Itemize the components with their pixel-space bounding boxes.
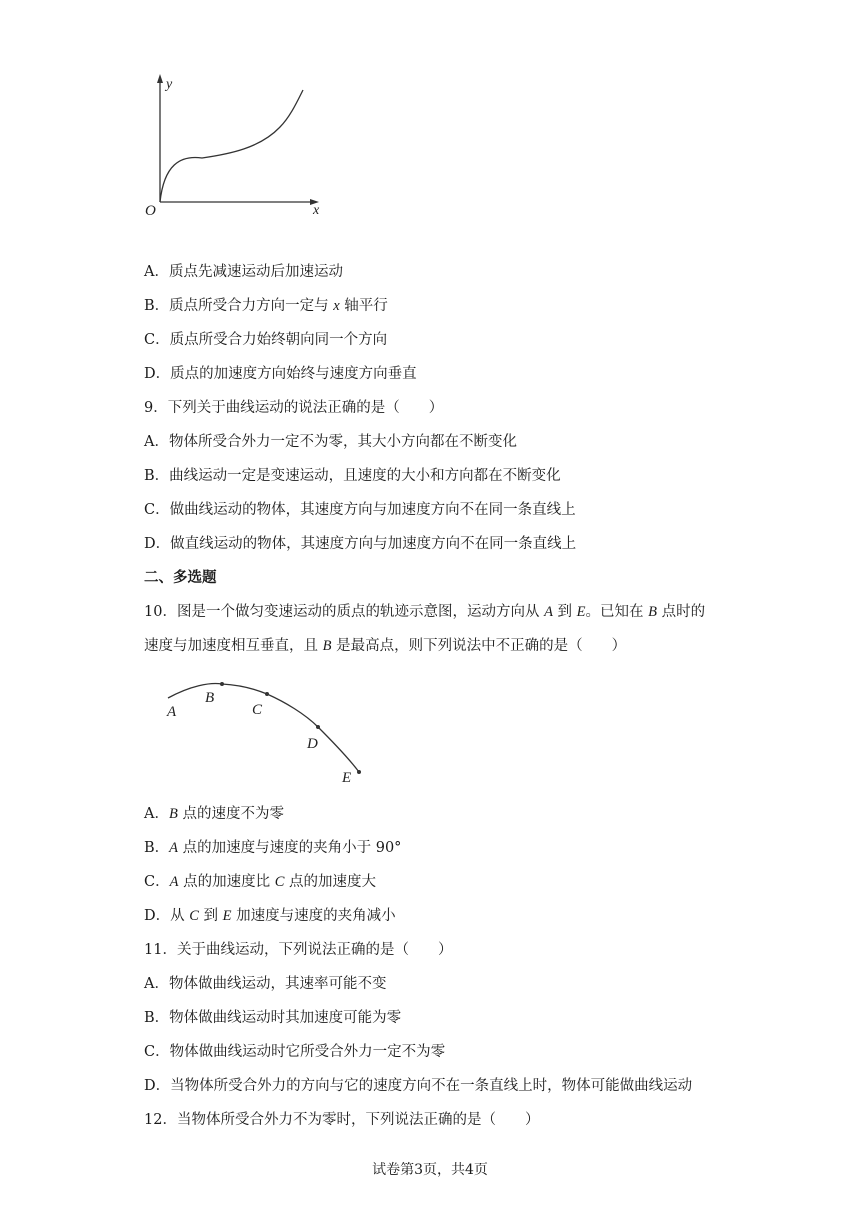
q10-stem-text: 是最高点，则下列说法中不正确的是（ ）	[331, 638, 627, 654]
q10-stem-var: B	[322, 638, 332, 654]
page-footer: 试卷第3页，共4页	[372, 1162, 488, 1178]
q8-option-b-text-end: 轴平行	[339, 298, 388, 314]
y-axis-arrow	[157, 74, 163, 83]
y-axis-label: y	[166, 77, 173, 92]
q9-option-a: A．物体所受合外力一定不为零，其大小方向都在不断变化	[144, 434, 517, 450]
q10-option-b	[144, 838, 401, 858]
q10-stem-text: 到	[552, 604, 577, 620]
point-e-label: E	[342, 770, 352, 786]
xy-curve-figure	[140, 70, 340, 220]
q10-stem-var: B	[648, 604, 657, 620]
q9-option-d: D．做直线运动的物体，其速度方向与加速度方向不在同一条直线上	[144, 536, 577, 552]
q10-stem-text: 点时的	[656, 604, 706, 620]
point-d-dot	[316, 725, 320, 729]
q10-stem-text: 。已知在	[585, 604, 649, 620]
q9-option-c: C．做曲线运动的物体，其速度方向与加速度方向不在同一条直线上	[144, 502, 576, 518]
point-b-dot	[220, 682, 224, 686]
q11-option-c: C．物体做曲线运动时它所受合外力一定不为零	[144, 1044, 446, 1060]
q8-option-a: A．质点先减速运动后加速运动	[144, 264, 343, 280]
q10-option-d	[144, 906, 396, 926]
q10-option-c-text: 点的加速度比	[178, 874, 275, 890]
trajectory-figure	[160, 672, 380, 792]
q10-option-b-var: A	[169, 840, 179, 856]
q10-option-a-text: A．	[144, 806, 169, 822]
q11-option-b: B．物体做曲线运动时其加速度可能为零	[144, 1010, 402, 1026]
q8-option-c: C．质点所受合力始终朝向同一个方向	[144, 332, 388, 348]
q10-option-d-text: 到	[198, 908, 223, 924]
q10-option-d-text-end: 加速度与速度的夹角减小	[231, 908, 396, 924]
q10-stem-line1	[144, 602, 705, 622]
q10-option-a-text-end: 点的速度不为零	[177, 806, 284, 822]
q10-option-d-text: D．从	[144, 908, 190, 924]
point-b-label: B	[205, 690, 215, 706]
q10-stem-line2	[144, 636, 626, 656]
x-axis-label: x	[313, 203, 320, 218]
q10-option-c	[144, 872, 376, 892]
q8-option-d: D．质点的加速度方向始终与速度方向垂直	[144, 366, 417, 382]
q10-option-c-var: C	[274, 874, 285, 890]
q11-stem: 11．关于曲线运动，下列说法正确的是（ ）	[144, 942, 453, 958]
q10-option-c-text-end: 点的加速度大	[284, 874, 376, 890]
q10-option-a-var: B	[168, 806, 178, 822]
q8-option-b	[144, 296, 388, 316]
q10-option-b-text: B．	[144, 840, 170, 856]
q11-option-d: D．当物体所受合外力的方向与它的速度方向不在一条直线上时，物体可能做曲线运动	[144, 1078, 693, 1094]
q8-option-b-var: x	[333, 298, 340, 314]
q10-option-d-var: E	[222, 908, 232, 924]
section-heading: 二、多选题	[144, 569, 217, 586]
q10-option-c-text: C．	[144, 874, 170, 890]
q10-stem-text: 速度与加速度相互垂直，且	[144, 638, 323, 654]
point-c-label: C	[252, 702, 263, 718]
point-e-dot	[357, 770, 361, 774]
q9-stem: 9．下列关于曲线运动的说法正确的是（ ）	[144, 400, 444, 416]
point-a-label: A	[167, 704, 177, 720]
q10-stem-var: A	[544, 604, 553, 620]
q10-stem-text: 10．图是一个做匀变速运动的质点的轨迹示意图，运动方向从	[144, 604, 545, 620]
q9-option-b: B．曲线运动一定是变速运动，且速度的大小和方向都在不断变化	[144, 468, 561, 484]
point-d-label: D	[307, 736, 318, 752]
origin-label: O	[145, 203, 156, 219]
q10-option-b-text-end: 点的加速度与速度的夹角小于 90°	[178, 840, 402, 856]
q12-stem: 12．当物体所受合外力不为零时，下列说法正确的是（ ）	[144, 1112, 540, 1128]
q8-option-b-text: B．质点所受合力方向一定与	[144, 298, 334, 314]
q11-option-a: A．物体做曲线运动，其速率可能不变	[144, 976, 387, 992]
trajectory-curve	[160, 90, 303, 202]
q10-option-c-var: A	[169, 874, 179, 890]
trajectory-arc	[168, 684, 359, 772]
point-c-dot	[265, 692, 269, 696]
q10-option-d-var: C	[189, 908, 199, 924]
q10-option-a	[144, 804, 284, 824]
q10-stem-var: E	[576, 604, 586, 620]
